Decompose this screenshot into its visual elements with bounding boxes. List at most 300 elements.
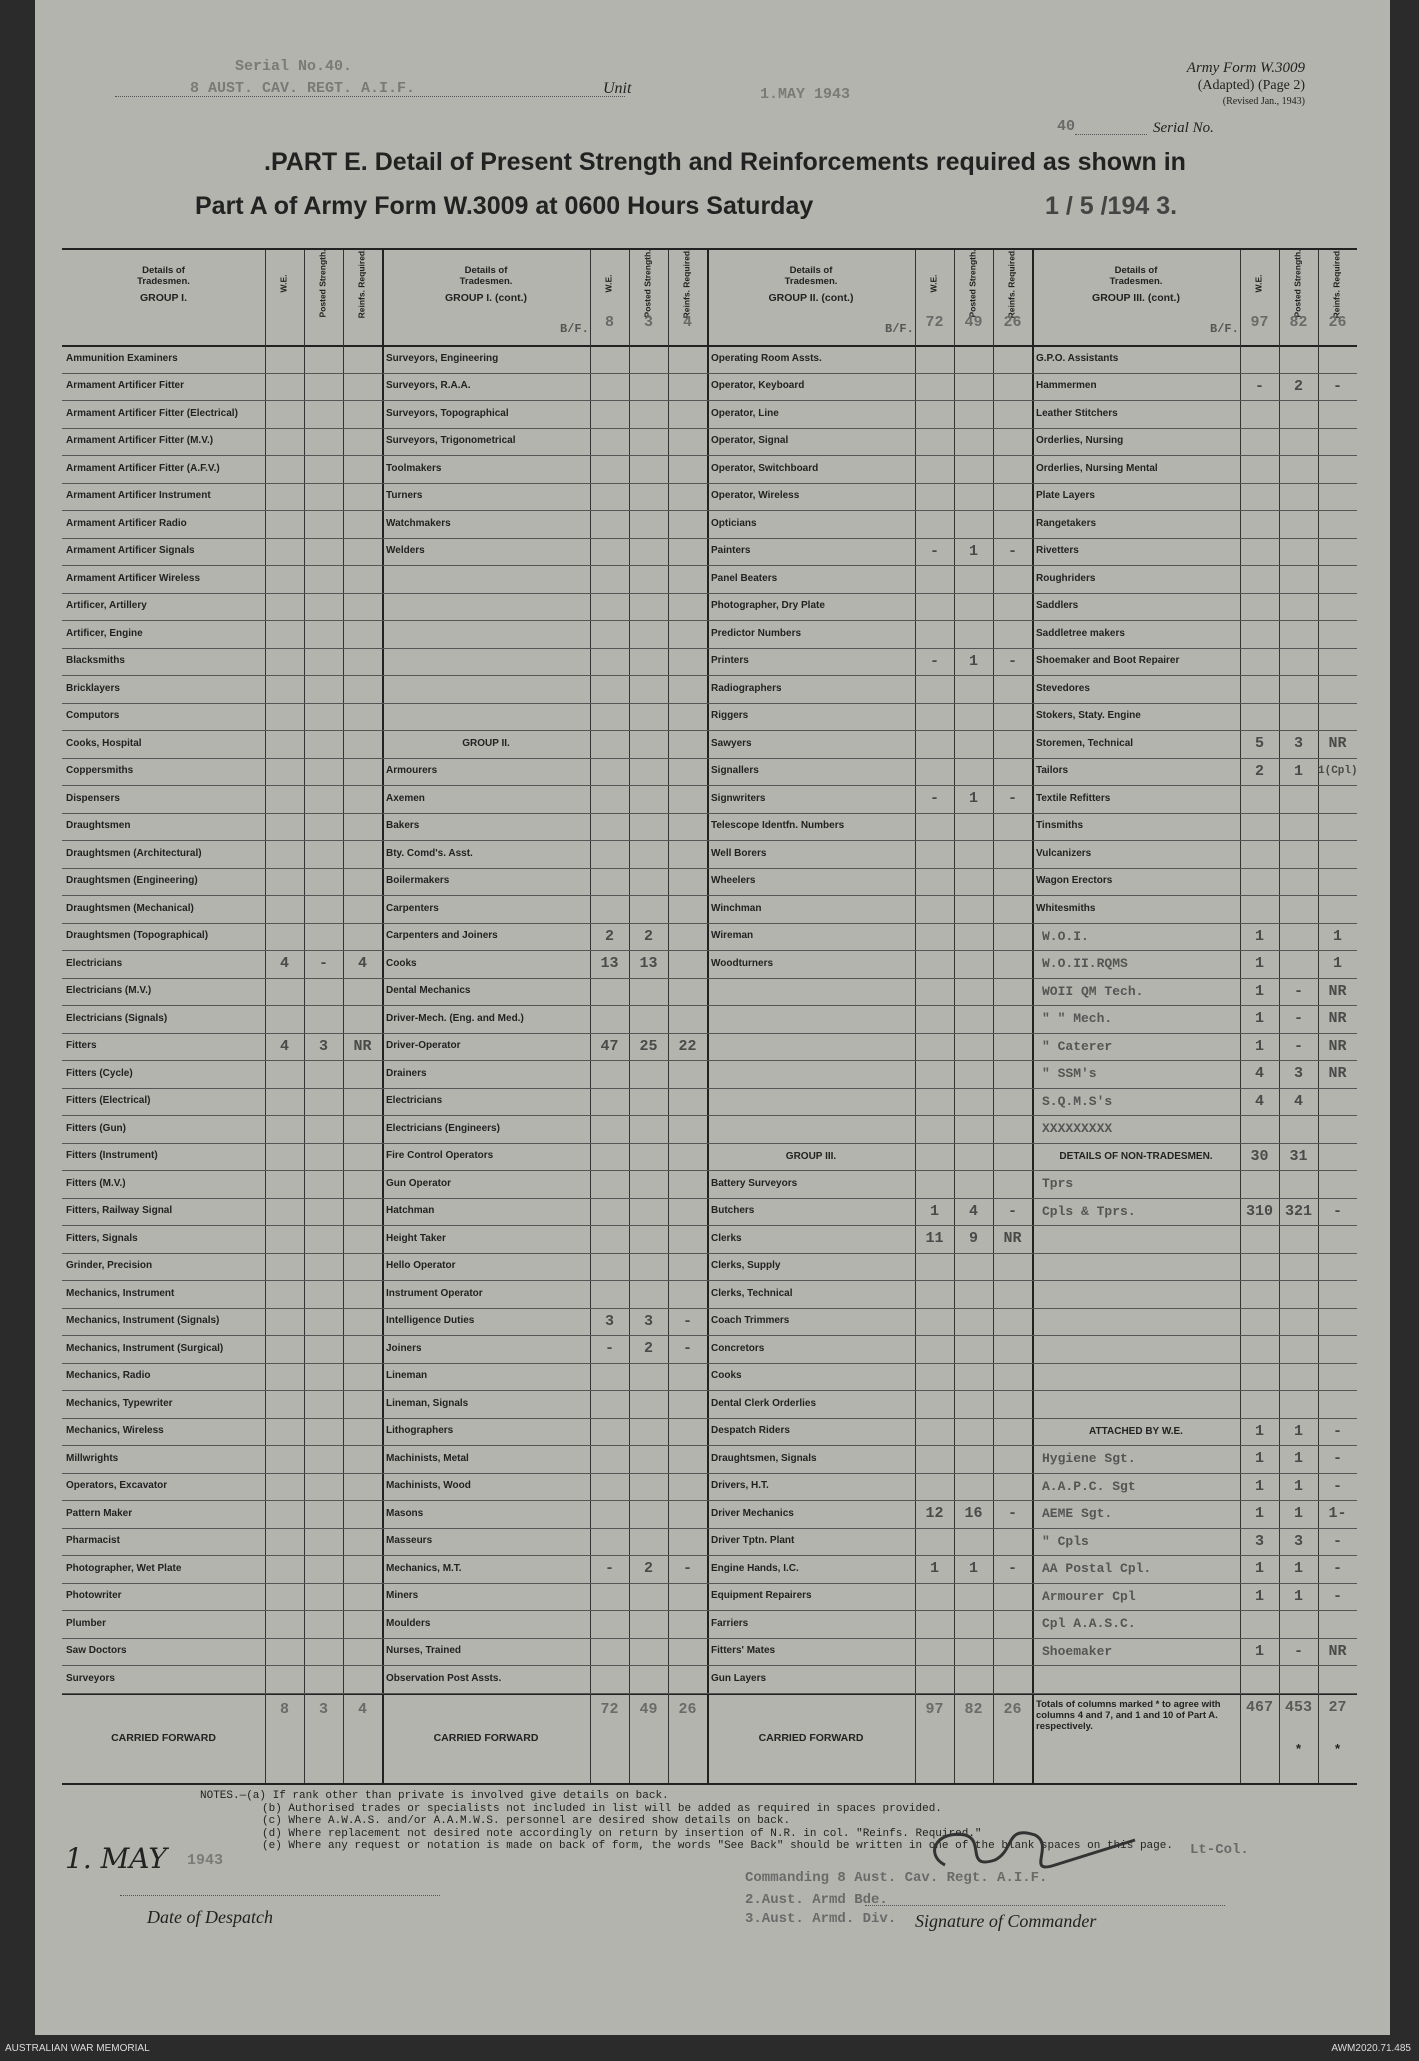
table-row — [1032, 1610, 1357, 1639]
table-row — [707, 1088, 1032, 1117]
row-label-text: Dental Clerk Orderlies — [711, 1397, 817, 1409]
row-label — [707, 1555, 915, 1583]
row-label — [1032, 1033, 1240, 1061]
cell-value: 1 — [929, 1560, 939, 1577]
table-row — [62, 675, 382, 704]
row-label-text: Tinsmiths — [1036, 820, 1084, 831]
carried-forward-value: 26 — [1003, 1700, 1022, 1718]
brought-forward-value: 3 — [643, 314, 653, 331]
row-label-text: Photographer, Dry Plate — [711, 600, 825, 611]
row-label-text: AA Postal Cpl. — [1042, 1561, 1152, 1577]
table-row — [382, 1500, 707, 1529]
row-label — [382, 1115, 590, 1143]
table-row — [707, 1033, 1032, 1062]
number-column-header — [1279, 250, 1318, 345]
table-row — [707, 1665, 1032, 1694]
table-row — [707, 483, 1032, 512]
carried-forward-value: 26 — [678, 1700, 697, 1718]
row-label-text: Orderlies, Nursing — [1036, 435, 1124, 446]
row-label — [1032, 1528, 1240, 1556]
row-label-text: Tprs — [1042, 1176, 1074, 1192]
row-label-text: Leather Stitchers — [1036, 407, 1118, 419]
row-label — [1032, 1638, 1240, 1666]
row-label — [707, 1280, 915, 1308]
table-row — [707, 813, 1032, 842]
cell-value: 3 — [1293, 735, 1303, 752]
table-row — [1032, 483, 1357, 512]
cell-value: 3 — [604, 1312, 614, 1330]
cell-value: NR — [1328, 1037, 1347, 1055]
cell-value: 1 — [968, 542, 978, 560]
row-label-text: Armament Artificer Fitter (M.V.) — [66, 435, 214, 446]
row-label-text: Observation Post Assts. — [386, 1672, 502, 1684]
table-row — [707, 1363, 1032, 1392]
table-row — [1032, 1033, 1357, 1062]
cell-value: 1(Cpl) — [1318, 764, 1358, 777]
note-line: (b) Authorised trades or specialists not included in list will be added as required in spaces provided. — [262, 1802, 942, 1815]
row-label-text: Wagon Erectors — [1036, 875, 1113, 886]
cell-value — [668, 950, 707, 978]
row-label-text: Armament Artificer Fitter (Electrical) — [66, 407, 238, 419]
row-label-text: Pharmacist — [66, 1535, 120, 1546]
table-row — [1032, 730, 1357, 759]
row-label — [382, 813, 590, 841]
row-label-text: Cooks — [386, 957, 417, 969]
cell-value: - — [929, 542, 939, 560]
table-row — [62, 785, 382, 814]
row-label — [382, 758, 590, 786]
table-row — [382, 785, 707, 814]
row-label-text: Armament Artificer Fitter (A.F.V.) — [66, 462, 220, 474]
row-label — [62, 1253, 265, 1281]
row-label-text: Orderlies, Nursing Mental — [1036, 462, 1158, 474]
row-label-text: Sawyers — [711, 737, 752, 749]
row-label-text: Lineman — [386, 1370, 428, 1381]
row-label — [1032, 510, 1240, 538]
row-label-text: Armament Artificer Wireless — [66, 572, 201, 584]
row-label-text: Surveyors, R.A.A. — [386, 380, 471, 391]
rotated-wrap — [265, 254, 304, 320]
row-label — [707, 1088, 915, 1116]
table-row — [382, 1335, 707, 1364]
row-label — [62, 1308, 265, 1336]
row-label-text: Moulders — [386, 1617, 431, 1629]
cell-value: 4 — [1293, 1092, 1303, 1110]
row-label-text: Carpenters — [386, 902, 439, 914]
cell-value: - — [1293, 1642, 1303, 1660]
cell-value: - — [1332, 1587, 1342, 1605]
row-label-text: GROUP II. — [462, 738, 510, 750]
row-label-text: Woodturners — [711, 957, 774, 969]
row-label — [1032, 868, 1240, 896]
row-label — [382, 1308, 590, 1336]
table-row — [707, 1280, 1032, 1309]
row-label-text: Draughtsmen (Architectural) — [66, 847, 202, 859]
row-label — [707, 1528, 915, 1556]
row-label-text: Driver Tptn. Plant — [711, 1535, 795, 1546]
row-label — [707, 1363, 915, 1391]
row-label — [382, 510, 590, 538]
header-group: GROUP II. (cont.) — [768, 291, 854, 304]
cell-value: 13 — [639, 955, 658, 972]
table-row — [382, 538, 707, 567]
row-label-text: Operator, Switchboard — [711, 462, 819, 474]
row-label-text: Fitters' Mates — [711, 1645, 776, 1656]
row-label-text: Electricians (Signals) — [66, 1012, 168, 1024]
row-label-text: Mechanics, Typewriter — [66, 1397, 173, 1409]
column-head-label: W.E. — [278, 274, 289, 293]
cell-value — [1318, 1088, 1357, 1116]
row-label-text: Draughtsmen (Topographical) — [66, 930, 209, 941]
row-label-text: Hatchman — [386, 1205, 435, 1216]
cell-value: 12 — [925, 1505, 944, 1522]
row-label — [1032, 1500, 1240, 1528]
brought-forward-value: 8 — [604, 314, 614, 331]
row-label — [62, 1170, 265, 1198]
header-details: Details of Tradesmen. — [459, 265, 513, 287]
cell-value: - — [1332, 1560, 1342, 1577]
row-label — [382, 1555, 590, 1583]
row-label — [62, 1638, 265, 1666]
brought-forward-label: B/F. — [885, 322, 914, 336]
row-label — [1032, 565, 1240, 593]
column-head-label: W.E. — [603, 274, 614, 293]
cell-value — [1279, 923, 1318, 951]
row-label — [62, 1418, 265, 1446]
row-label — [1032, 1390, 1240, 1418]
header-details: Details of Tradesmen. — [1109, 265, 1163, 287]
row-label-text: Armourers — [386, 765, 438, 776]
table-row — [62, 483, 382, 512]
row-label-text: G.P.O. Assistants — [1036, 352, 1119, 364]
asterisk-marker: * — [1334, 1740, 1341, 1756]
table-row — [1032, 1418, 1357, 1447]
row-label-text: Saddlers — [1036, 600, 1079, 611]
column-head-label: Posted Strength. — [1292, 249, 1303, 318]
row-label — [707, 565, 915, 593]
row-label — [707, 400, 915, 428]
title-line2: Part A of Army Form W.3009 at 0600 Hours Saturday — [195, 192, 814, 220]
table-row — [382, 1418, 707, 1447]
row-label-text: Machinists, Wood — [386, 1480, 471, 1491]
cell-value: 1 — [1254, 927, 1264, 945]
cell-value: - — [1332, 1450, 1342, 1467]
serial-line — [1075, 134, 1147, 135]
row-label — [707, 1638, 915, 1666]
table-row — [707, 1335, 1032, 1364]
cell-value: - — [1007, 1560, 1017, 1577]
table-row — [62, 895, 382, 924]
row-label-text: Draughtsmen (Engineering) — [66, 875, 198, 886]
table-row — [707, 1143, 1032, 1172]
row-label-text: Printers — [711, 655, 749, 666]
table-row — [382, 1665, 707, 1694]
cell-value: NR — [1328, 1642, 1347, 1660]
row-label — [62, 978, 265, 1006]
number-column-header — [304, 250, 343, 345]
table-row — [382, 950, 707, 979]
row-label-text: Mechanics, Instrument (Signals) — [66, 1315, 220, 1326]
row-label — [382, 950, 590, 978]
row-label — [707, 1170, 915, 1198]
cell-value: 2 — [643, 927, 653, 945]
number-column-header — [629, 250, 668, 345]
row-label — [382, 1390, 590, 1418]
table-row — [382, 923, 707, 952]
row-label — [707, 1418, 915, 1446]
row-label-text: Fire Control Operators — [386, 1150, 494, 1161]
row-label-text: Electricians (Engineers) — [386, 1122, 500, 1134]
table-row — [382, 813, 707, 842]
row-label — [382, 1198, 590, 1226]
carried-forward-value: 97 — [925, 1700, 944, 1718]
table-row — [62, 730, 382, 759]
table-row — [382, 483, 707, 512]
row-label — [62, 1280, 265, 1308]
row-label — [707, 1665, 915, 1693]
row-label — [707, 483, 915, 511]
row-label-text: Battery Surveyors — [711, 1177, 798, 1189]
row-label-text: Textile Refitters — [1036, 792, 1111, 804]
row-label-text: Hammermen — [1036, 380, 1097, 391]
table-row — [382, 1308, 707, 1337]
row-label-text: Hello Operator — [386, 1260, 456, 1271]
table-row — [1032, 703, 1357, 732]
row-label-text: Driver-Mech. (Eng. and Med.) — [386, 1012, 524, 1024]
row-label — [62, 868, 265, 896]
row-label — [62, 813, 265, 841]
cell-value: 4 — [1254, 1065, 1264, 1082]
table-row — [62, 1418, 382, 1447]
row-label — [1032, 1445, 1240, 1473]
table-row — [1032, 1390, 1357, 1419]
row-label-text: Miners — [386, 1590, 419, 1601]
row-label — [1032, 1253, 1240, 1281]
row-label — [62, 400, 265, 428]
row-label — [1032, 1198, 1240, 1226]
cell-value: 2 — [1293, 377, 1303, 395]
column-head-label: Posted Strength. — [317, 249, 328, 318]
row-label — [707, 813, 915, 841]
table-row — [707, 1638, 1032, 1667]
row-label — [62, 483, 265, 511]
column-header — [1032, 258, 1240, 343]
cell-value: 3 — [1293, 1532, 1303, 1550]
table-row — [62, 1280, 382, 1309]
row-label — [1032, 813, 1240, 841]
typed-date: 1.MAY 1943 — [760, 86, 851, 103]
form-page — [35, 0, 1390, 2035]
table-row — [382, 1115, 707, 1144]
cell-value: 2 — [643, 1560, 653, 1577]
row-label-text: Fitters (Gun) — [66, 1122, 126, 1134]
cell-value: - — [1007, 790, 1017, 807]
row-label — [1032, 648, 1240, 676]
number-column-header — [265, 250, 304, 345]
rotated-wrap — [668, 248, 707, 320]
brought-forward-value: 4 — [682, 314, 692, 331]
row-label — [1032, 345, 1240, 373]
row-label — [62, 950, 265, 978]
row-label — [707, 1610, 915, 1638]
number-column-header — [915, 250, 954, 345]
row-label — [707, 1253, 915, 1281]
row-label — [382, 1033, 590, 1061]
row-label-text: WOII QM Tech. — [1042, 983, 1144, 999]
cell-value: - — [1007, 652, 1017, 670]
row-label — [707, 620, 915, 648]
row-label — [62, 538, 265, 566]
table-row — [707, 565, 1032, 594]
rotated-wrap — [590, 254, 629, 320]
date-line — [120, 1895, 440, 1896]
row-label — [1032, 1583, 1240, 1611]
row-label — [62, 1115, 265, 1143]
row-label-text: AEME Sgt. — [1042, 1506, 1113, 1522]
row-label-text: Telescope Identfn. Numbers — [711, 820, 845, 831]
form-adapted: (Adapted) (Page 2) — [1197, 78, 1305, 93]
cell-value: 4 — [279, 1037, 289, 1055]
row-label-text: Roughriders — [1036, 572, 1096, 584]
table-row — [62, 1115, 382, 1144]
row-label — [707, 593, 915, 621]
row-label — [707, 730, 915, 758]
row-label-text: Despatch Riders — [711, 1425, 790, 1436]
row-label — [62, 1088, 265, 1116]
row-label — [1032, 895, 1240, 923]
table-row — [62, 1665, 382, 1694]
row-label — [382, 840, 590, 868]
cell-value: 1 — [1254, 1450, 1264, 1467]
row-label — [1032, 620, 1240, 648]
row-label — [1032, 1665, 1240, 1693]
table-row — [382, 1170, 707, 1199]
form-name: Army Form W.3009 — [1186, 60, 1305, 76]
row-label-text: Surveyors, Engineering — [386, 352, 499, 364]
row-label-text: Saddletree makers — [1036, 627, 1125, 639]
table-row — [62, 1308, 382, 1337]
cell-value: - — [1332, 1202, 1342, 1220]
brought-forward-label: B/F. — [560, 322, 589, 336]
table-row — [382, 510, 707, 539]
cell-value: - — [682, 1340, 692, 1357]
cell-value: 13 — [600, 955, 619, 972]
row-label — [1032, 1170, 1240, 1198]
table-row — [707, 950, 1032, 979]
row-label-text: Equipment Repairers — [711, 1590, 812, 1601]
row-label-text: Cooks — [711, 1370, 742, 1381]
typed-cmd1: Commanding 8 Aust. Cav. Regt. A.I.F. — [745, 1870, 1048, 1886]
row-label-text: Masons — [386, 1507, 424, 1519]
cell-value: 1 — [1254, 1477, 1264, 1495]
row-label-text: Armament Artificer Radio — [66, 517, 187, 529]
row-label — [382, 1253, 590, 1281]
table-row — [62, 1638, 382, 1667]
table-row — [1032, 923, 1357, 952]
row-label — [382, 1060, 590, 1088]
row-label-text: Fitters, Railway Signal — [66, 1205, 173, 1216]
cell-value: - — [1293, 982, 1303, 1000]
table-row — [62, 510, 382, 539]
row-label — [382, 1583, 590, 1611]
table-row — [382, 593, 707, 622]
row-label — [382, 1363, 590, 1391]
row-label-text: Painters — [711, 545, 751, 556]
header-details: Details of Tradesmen. — [137, 265, 190, 287]
row-label — [707, 1033, 915, 1061]
rotated-wrap — [304, 249, 343, 320]
column-head-label: Reinfs. Required. — [681, 248, 692, 319]
brought-forward-value: 26 — [1003, 314, 1022, 331]
table-row — [1032, 510, 1357, 539]
note-line: (e) Where any request or notation is made on back of form, the words "See Back" should be written in one of the blank spaces on this page. — [262, 1840, 1173, 1852]
row-label-text: Armament Artificer Signals — [66, 545, 195, 556]
table-row — [62, 620, 382, 649]
table-row — [62, 1528, 382, 1557]
row-label — [62, 1528, 265, 1556]
total-value: 27 — [1328, 1698, 1347, 1716]
table-row — [1032, 1253, 1357, 1282]
table-row — [1032, 1308, 1357, 1337]
table-row — [382, 1363, 707, 1392]
cell-value: 2 — [643, 1340, 653, 1357]
row-label — [1032, 1335, 1240, 1363]
table-row — [1032, 1143, 1357, 1172]
row-label-text: Rivetters — [1036, 545, 1079, 556]
row-label-text: Operator, Keyboard — [711, 380, 805, 391]
table-row — [1032, 593, 1357, 622]
row-label — [62, 620, 265, 648]
column-header — [707, 258, 915, 343]
number-column-header — [590, 250, 629, 345]
cell-value: NR — [1328, 982, 1347, 1000]
row-label — [62, 565, 265, 593]
row-label-text: Signallers — [711, 765, 759, 776]
row-label — [382, 345, 590, 373]
signature-label: Signature of Commander — [915, 1911, 1097, 1931]
row-label-text: Vulcanizers — [1036, 847, 1092, 859]
cell-value: 1 — [1293, 1587, 1303, 1605]
cell-value: - — [318, 955, 328, 972]
row-label-text: Winchman — [711, 902, 762, 914]
header-group: GROUP I. (cont.) — [444, 291, 528, 304]
row-label-text: Toolmakers — [386, 462, 442, 474]
row-label-text: Gun Operator — [386, 1177, 452, 1189]
cell-value: 2 — [604, 927, 614, 945]
typed-cmd2: 2.Aust. Armd Bde. — [745, 1892, 888, 1908]
row-label — [707, 345, 915, 373]
serial-label: Serial No. — [1153, 120, 1214, 136]
row-label — [62, 895, 265, 923]
cell-value: 1 — [1254, 1505, 1264, 1522]
row-label-text: DETAILS OF NON-TRADESMEN. — [1059, 1150, 1213, 1162]
table-row — [1032, 1335, 1357, 1364]
row-label — [382, 1610, 590, 1638]
row-label — [382, 1528, 590, 1556]
row-label — [62, 455, 265, 483]
cell-value: 3 — [643, 1312, 653, 1330]
cell-value: 1 — [1254, 1587, 1264, 1605]
row-label — [707, 703, 915, 731]
row-label-text: ATTACHED BY W.E. — [1089, 1425, 1183, 1437]
table-row — [382, 648, 707, 677]
cell-value: - — [929, 652, 939, 670]
table-row — [1032, 950, 1357, 979]
totals-note: Totals of columns marked * to agree with columns 4 and 7, and 1 and 10 of Part A. respectively. — [1036, 1698, 1221, 1733]
strength-table — [62, 248, 1357, 1785]
cell-value — [668, 923, 707, 951]
table-row — [382, 868, 707, 897]
